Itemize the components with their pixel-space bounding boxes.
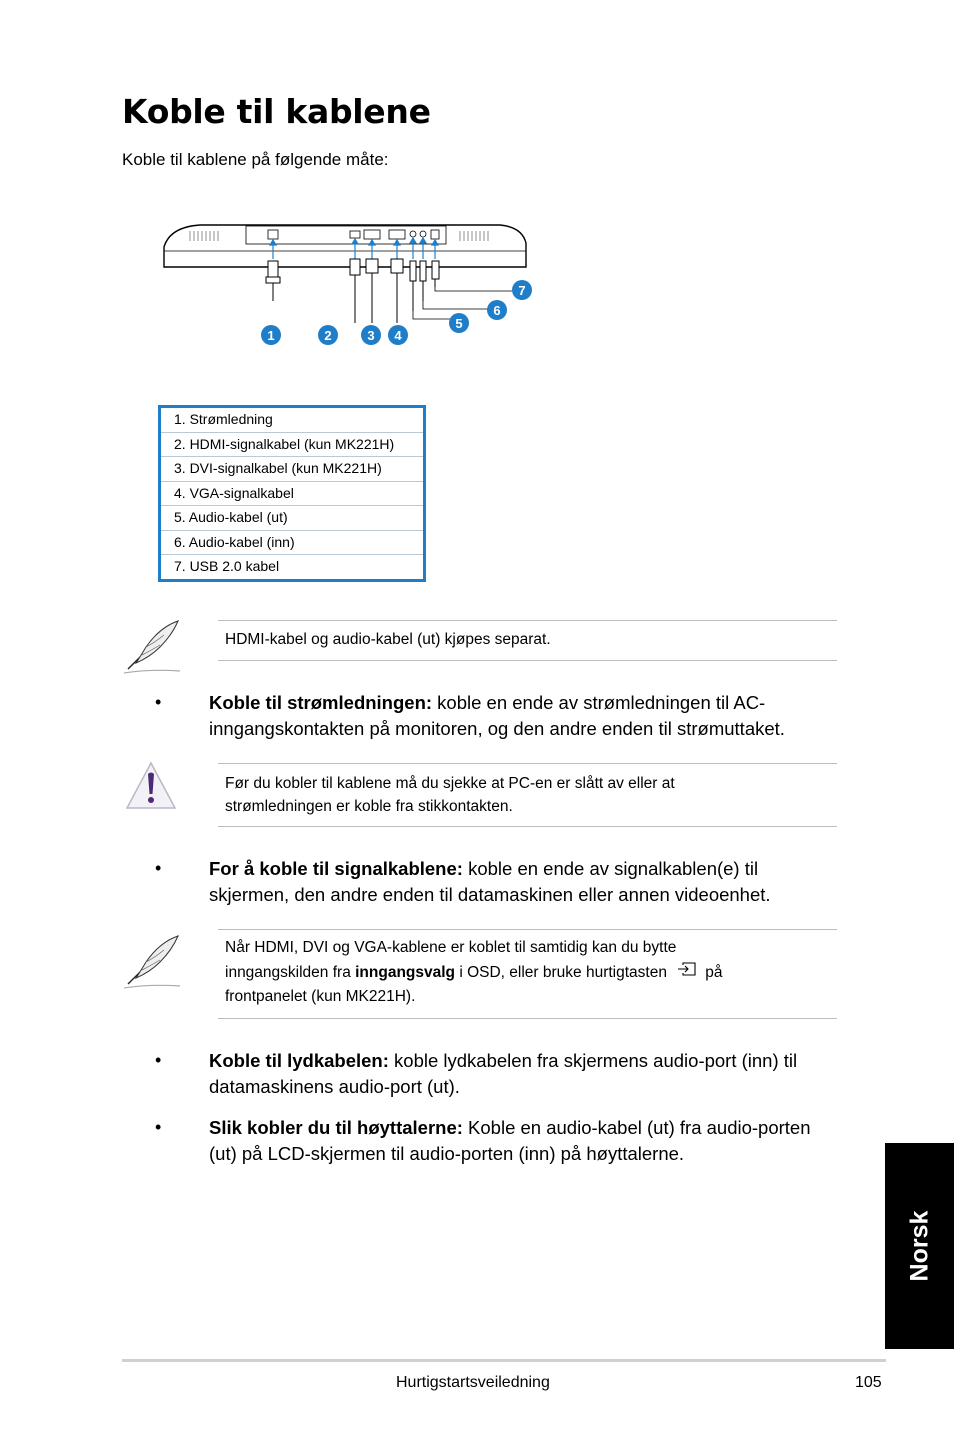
callout-2: [318, 325, 338, 345]
legend-item: 7. USB 2.0 kabel: [174, 558, 280, 574]
bullet-mark: •: [155, 1117, 162, 1137]
feather-note-icon: [120, 617, 184, 677]
callout-6: [487, 300, 507, 320]
callout-4: [388, 325, 408, 345]
legend-item: 2. HDMI-signalkabel (kun MK221H): [161, 433, 423, 458]
callout-1: [261, 325, 281, 345]
legend-item: 4. VGA-signalkabel: [161, 482, 423, 507]
legend-item: 6. Audio-kabel (inn): [161, 531, 423, 556]
legend-item: 1. Strømledning: [161, 408, 423, 433]
svg-text:2: 2: [324, 328, 332, 343]
legend-item: 3. DVI-signalkabel (kun MK221H): [161, 457, 423, 482]
connection-diagram: [160, 215, 540, 355]
svg-text:5: 5: [455, 316, 463, 331]
svg-text:7: 7: [518, 283, 526, 298]
legend-item: 5. Audio-kabel (ut): [161, 506, 423, 531]
warning-icon: [124, 760, 178, 812]
svg-text:4: 4: [394, 328, 402, 343]
paragraph-audio-cable: Koble til lydkabelen: koble lydkabelen fra skjermens audio-port (inn) til datamaskinens audio-port (ut).: [209, 1050, 798, 1097]
note-input-select: Når HDMI, DVI og VGA-kablene er koblet til samtidig kan du bytte inngangskilden fra inngangsvalg i OSD, eller bruke hurtigtasten på frontpanelet (kun MK221H).: [218, 929, 837, 1019]
warning-box: Før du kobler til kablene må du sjekke at PC-en er slått av eller at strømledningen er koble fra stikkontakten.: [218, 763, 837, 827]
callout-5: [449, 313, 469, 333]
callout-3: [361, 325, 381, 345]
paragraph-signal-cables: For å koble til signalkablene: koble en ende av signalkablen(e) til skjermen, den andre enden til datamaskinen eller annen videoenhet.: [209, 858, 771, 905]
page-title: Koble til kablene: [122, 92, 431, 131]
svg-text:6: 6: [493, 303, 501, 318]
input-select-icon: [677, 962, 697, 978]
bullet-mark: •: [155, 692, 162, 712]
intro-text: Koble til kablene på følgende måte:: [122, 150, 389, 169]
paragraph-speakers: Slik kobler du til høyttalerne: Koble en audio-kabel (ut) fra audio-porten (ut) på LCD-skjermen til audio-porten (inn) på høyttalerne.: [209, 1117, 811, 1164]
language-tab: Norsk: [885, 1143, 954, 1349]
bullet-mark: •: [155, 858, 162, 878]
footer-guide-title: Hurtigstartsveiledning: [396, 1374, 550, 1391]
svg-text:3: 3: [367, 328, 375, 343]
feather-note-icon: [120, 932, 184, 992]
note-separate-purchase: HDMI-kabel og audio-kabel (ut) kjøpes separat.: [218, 620, 837, 661]
callout-7: [512, 280, 532, 300]
page-number: 105: [855, 1374, 882, 1391]
cable-legend: [158, 405, 426, 582]
bullet-mark: •: [155, 1050, 162, 1070]
footer-divider: [122, 1359, 886, 1362]
svg-text:1: 1: [267, 328, 275, 343]
paragraph-power-cord: Koble til strømledningen: koble en ende av strømledningen til AC- inngangskontakten på monitoren, og den andre enden til strømuttaket.: [209, 692, 785, 739]
